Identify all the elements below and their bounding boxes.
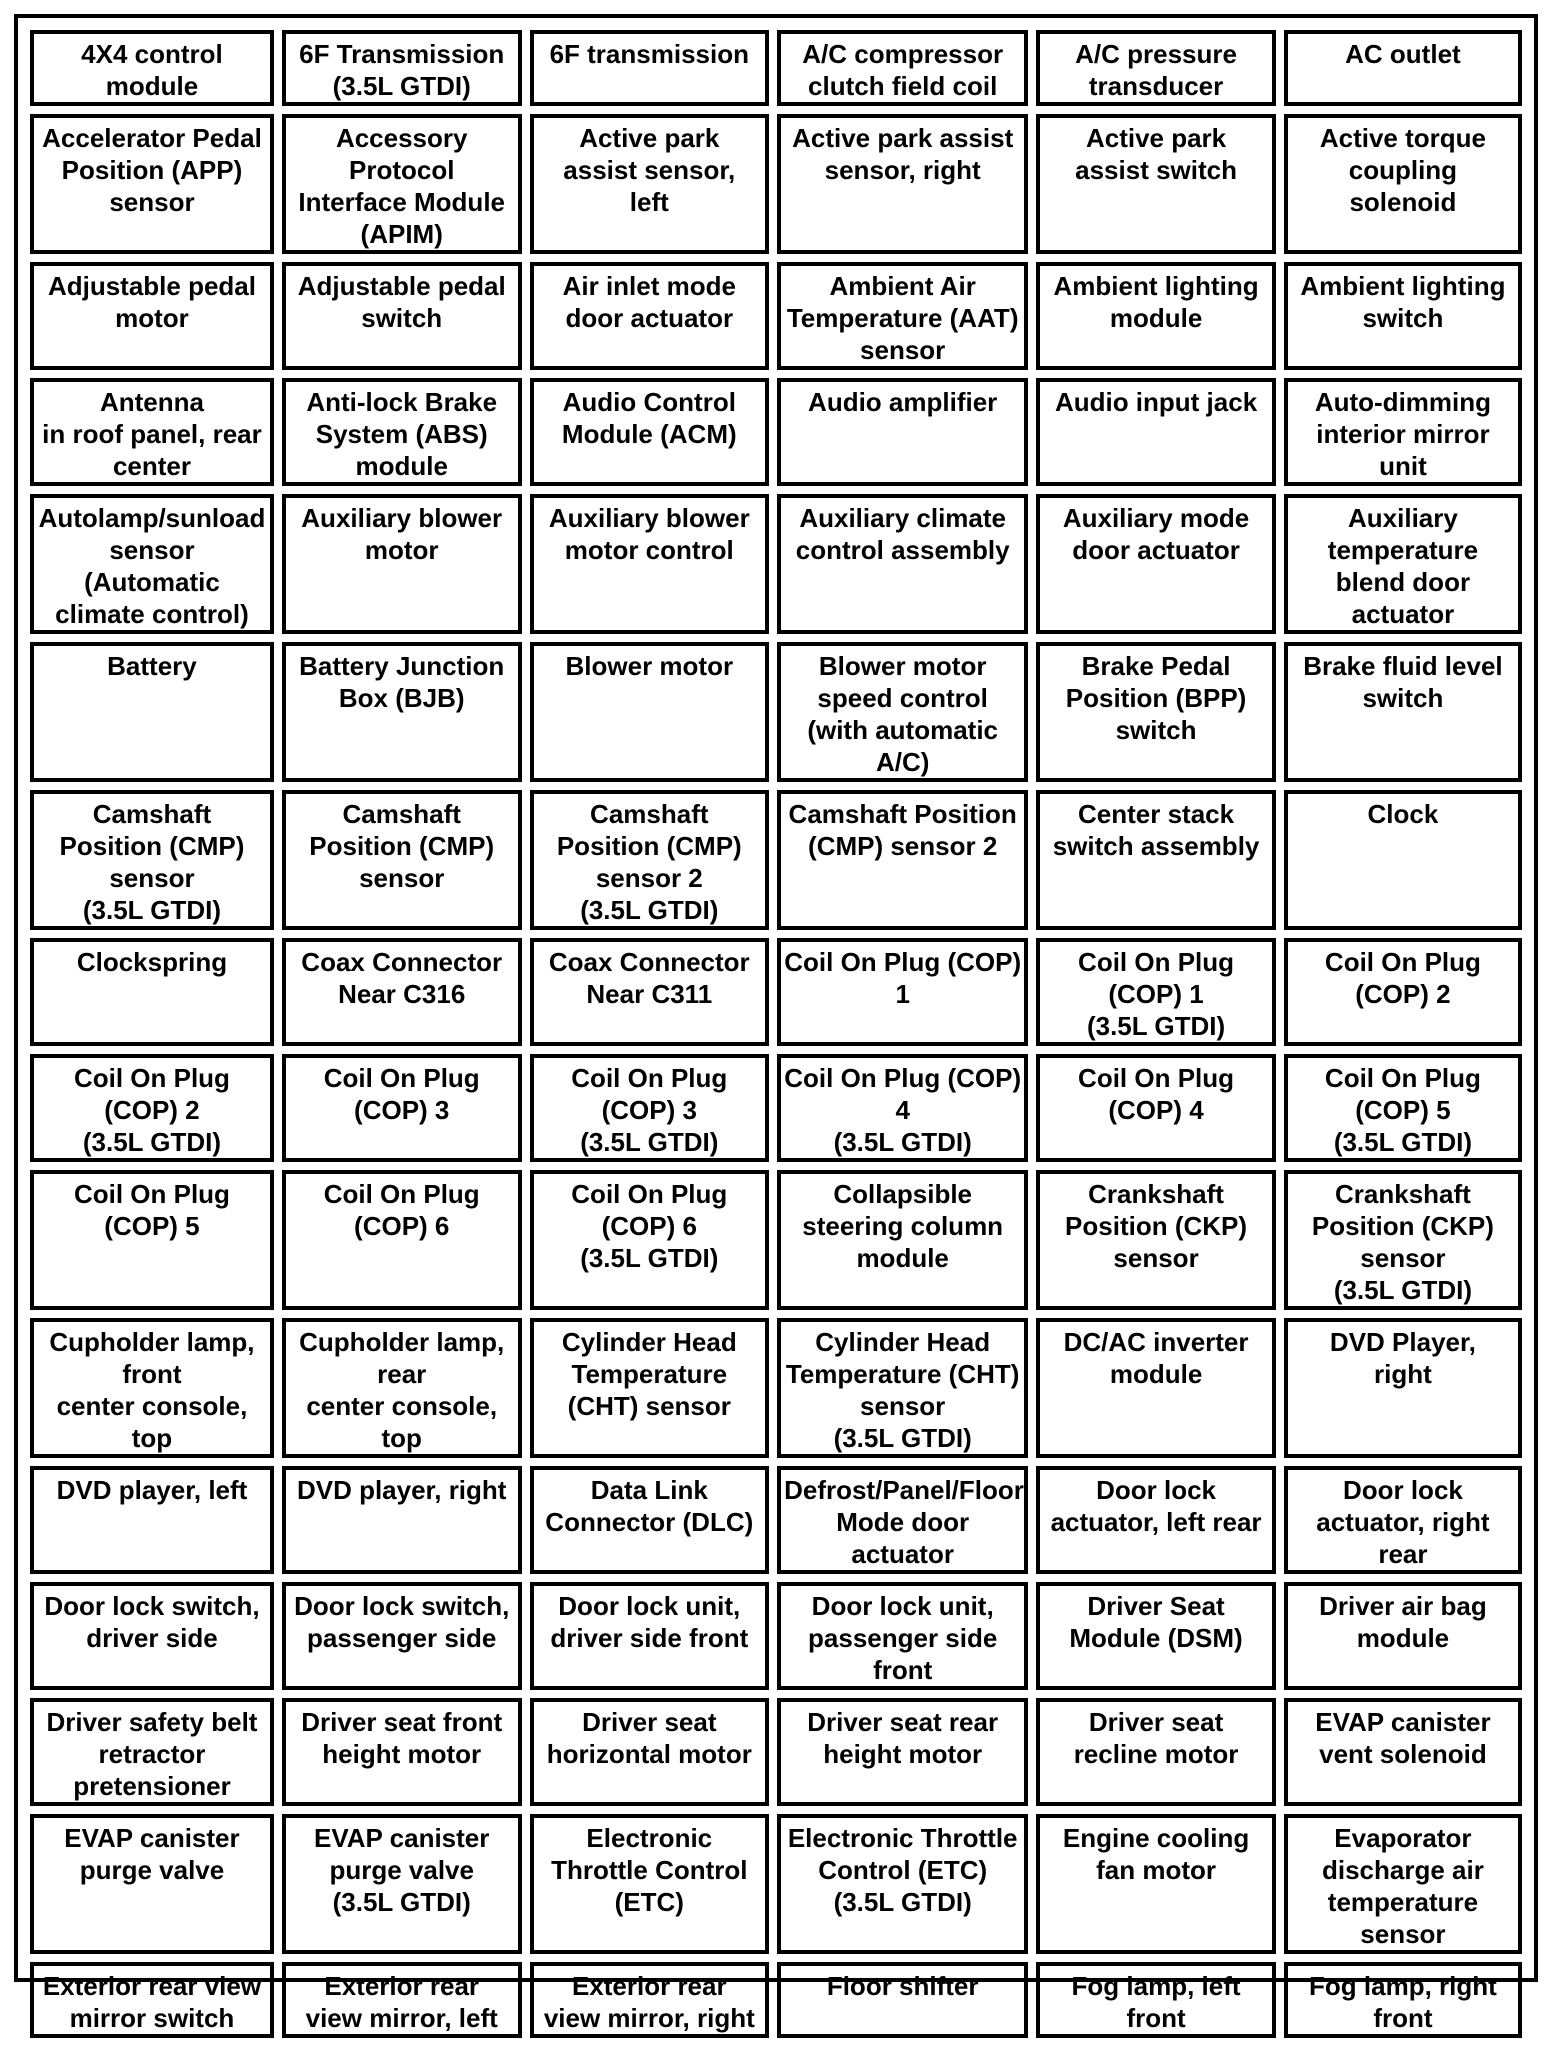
component-cell: Adjustable pedal motor [30,262,274,370]
component-table-body [30,30,1522,2038]
component-cell: Cylinder Head Temperature (CHT) sensor (3.5L GTDI) [777,1318,1028,1458]
table-row [30,790,1522,930]
component-cell: Ambient lighting switch [1284,262,1522,370]
component-cell: Defrost/Panel/Floor Mode door actuator [777,1466,1028,1574]
table-row [30,1318,1522,1458]
table-row [30,1054,1522,1162]
table-row [30,1814,1522,1954]
component-cell: DC/AC inverter module [1036,1318,1276,1458]
component-cell: Ambient lighting module [1036,262,1276,370]
component-cell: Autolamp/sunload sensor (Automatic climate control) [30,494,274,634]
component-cell: Battery Junction Box (BJB) [282,642,522,782]
component-cell: Coil On Plug (COP) 2 (3.5L GTDI) [30,1054,274,1162]
component-table [22,22,1530,2046]
component-cell: Exterior rear view mirror switch [30,1962,274,2038]
component-cell: 6F Transmission (3.5L GTDI) [282,30,522,106]
table-row [30,114,1522,254]
table-row [30,1962,1522,2038]
component-cell: Door lock unit, passenger side front [777,1582,1028,1690]
component-cell: Active park assist sensor, left [530,114,770,254]
component-cell: Cupholder lamp, front center console, top [30,1318,274,1458]
component-cell: Door lock switch, driver side [30,1582,274,1690]
component-cell: DVD player, left [30,1466,274,1574]
table-row [30,1170,1522,1310]
table-row [30,494,1522,634]
component-cell: Anti-lock Brake System (ABS) module [282,378,522,486]
component-cell: Auto-dimming interior mirror unit [1284,378,1522,486]
table-row [30,1466,1522,1574]
component-cell: Driver safety belt retractor pretensioner [30,1698,274,1806]
component-cell: Evaporator discharge air temperature sensor [1284,1814,1522,1954]
component-cell: Air inlet mode door actuator [530,262,770,370]
component-cell: Ambient Air Temperature (AAT) sensor [777,262,1028,370]
component-cell: EVAP canister purge valve (3.5L GTDI) [282,1814,522,1954]
component-cell: Driver seat horizontal motor [530,1698,770,1806]
table-row [30,262,1522,370]
component-cell: AC outlet [1284,30,1522,106]
component-cell: Audio amplifier [777,378,1028,486]
component-cell: Driver air bag module [1284,1582,1522,1690]
component-cell: Coil On Plug (COP) 1 (3.5L GTDI) [1036,938,1276,1046]
component-cell: Door lock switch, passenger side [282,1582,522,1690]
component-cell: Collapsible steering column module [777,1170,1028,1310]
component-cell: Blower motor [530,642,770,782]
component-cell: EVAP canister vent solenoid [1284,1698,1522,1806]
component-cell: Camshaft Position (CMP) sensor 2 (3.5L GTDI) [530,790,770,930]
component-cell: DVD player, right [282,1466,522,1574]
component-cell: Crankshaft Position (CKP) sensor [1036,1170,1276,1310]
component-cell: Coil On Plug (COP) 6 [282,1170,522,1310]
component-cell: Coil On Plug (COP) 2 [1284,938,1522,1046]
component-cell: Driver seat front height motor [282,1698,522,1806]
component-cell: EVAP canister purge valve [30,1814,274,1954]
component-cell: Audio Control Module (ACM) [530,378,770,486]
component-cell: A/C compressor clutch field coil [777,30,1028,106]
component-cell: Coil On Plug (COP) 4 (3.5L GTDI) [777,1054,1028,1162]
component-cell: Electronic Throttle Control (ETC) (3.5L GTDI) [777,1814,1028,1954]
component-cell: Crankshaft Position (CKP) sensor (3.5L GTDI) [1284,1170,1522,1310]
component-cell: Auxiliary mode door actuator [1036,494,1276,634]
component-cell: Active park assist sensor, right [777,114,1028,254]
component-cell: Cupholder lamp, rear center console, top [282,1318,522,1458]
component-cell: Fog lamp, right front [1284,1962,1522,2038]
component-cell: Auxiliary climate control assembly [777,494,1028,634]
component-cell: Coil On Plug (COP) 5 (3.5L GTDI) [1284,1054,1522,1162]
component-cell: Clockspring [30,938,274,1046]
component-cell: Auxiliary temperature blend door actuator [1284,494,1522,634]
component-cell: 4X4 control module [30,30,274,106]
table-row [30,1582,1522,1690]
component-cell: Clock [1284,790,1522,930]
component-cell: Adjustable pedal switch [282,262,522,370]
component-cell: Antenna in roof panel, rear center [30,378,274,486]
component-cell: Camshaft Position (CMP) sensor 2 [777,790,1028,930]
component-cell: Door lock actuator, left rear [1036,1466,1276,1574]
component-cell: A/C pressure transducer [1036,30,1276,106]
component-cell: DVD Player, right [1284,1318,1522,1458]
component-cell: Coil On Plug (COP) 5 [30,1170,274,1310]
component-cell: Camshaft Position (CMP) sensor (3.5L GTDI) [30,790,274,930]
component-cell: Exterior rear view mirror, left [282,1962,522,2038]
component-cell: Floor shifter [777,1962,1028,2038]
component-cell: Door lock unit, driver side front [530,1582,770,1690]
component-cell: Coil On Plug (COP) 3 (3.5L GTDI) [530,1054,770,1162]
table-row [30,1698,1522,1806]
component-cell: Driver seat recline motor [1036,1698,1276,1806]
component-cell: Coil On Plug (COP) 1 [777,938,1028,1046]
component-cell: Data Link Connector (DLC) [530,1466,770,1574]
component-cell: Brake fluid level switch [1284,642,1522,782]
component-cell: Engine cooling fan motor [1036,1814,1276,1954]
component-cell: Accessory Protocol Interface Module (APIM) [282,114,522,254]
component-cell: Brake Pedal Position (BPP) switch [1036,642,1276,782]
component-cell: Cylinder Head Temperature (CHT) sensor [530,1318,770,1458]
component-cell: Coax Connector Near C311 [530,938,770,1046]
table-row [30,30,1522,106]
component-cell: Coil On Plug (COP) 6 (3.5L GTDI) [530,1170,770,1310]
component-cell: Coax Connector Near C316 [282,938,522,1046]
table-row [30,378,1522,486]
component-cell: Coil On Plug (COP) 3 [282,1054,522,1162]
component-cell: Exterior rear view mirror, right [530,1962,770,2038]
component-cell: Audio input jack [1036,378,1276,486]
component-cell: Auxiliary blower motor control [530,494,770,634]
component-cell: Center stack switch assembly [1036,790,1276,930]
component-cell: Camshaft Position (CMP) sensor [282,790,522,930]
component-cell: Auxiliary blower motor [282,494,522,634]
component-cell: 6F transmission [530,30,770,106]
component-cell: Door lock actuator, right rear [1284,1466,1522,1574]
component-cell: Coil On Plug (COP) 4 [1036,1054,1276,1162]
component-cell: Electronic Throttle Control (ETC) [530,1814,770,1954]
component-cell: Accelerator Pedal Position (APP) sensor [30,114,274,254]
component-cell: Active park assist switch [1036,114,1276,254]
table-row [30,642,1522,782]
component-cell: Blower motor speed control (with automatic A/C) [777,642,1028,782]
component-cell: Driver Seat Module (DSM) [1036,1582,1276,1690]
component-cell: Battery [30,642,274,782]
component-cell: Fog lamp, left front [1036,1962,1276,2038]
component-grid-frame [14,14,1538,2033]
table-row [30,938,1522,1046]
component-cell: Active torque coupling solenoid [1284,114,1522,254]
component-cell: Driver seat rear height motor [777,1698,1028,1806]
